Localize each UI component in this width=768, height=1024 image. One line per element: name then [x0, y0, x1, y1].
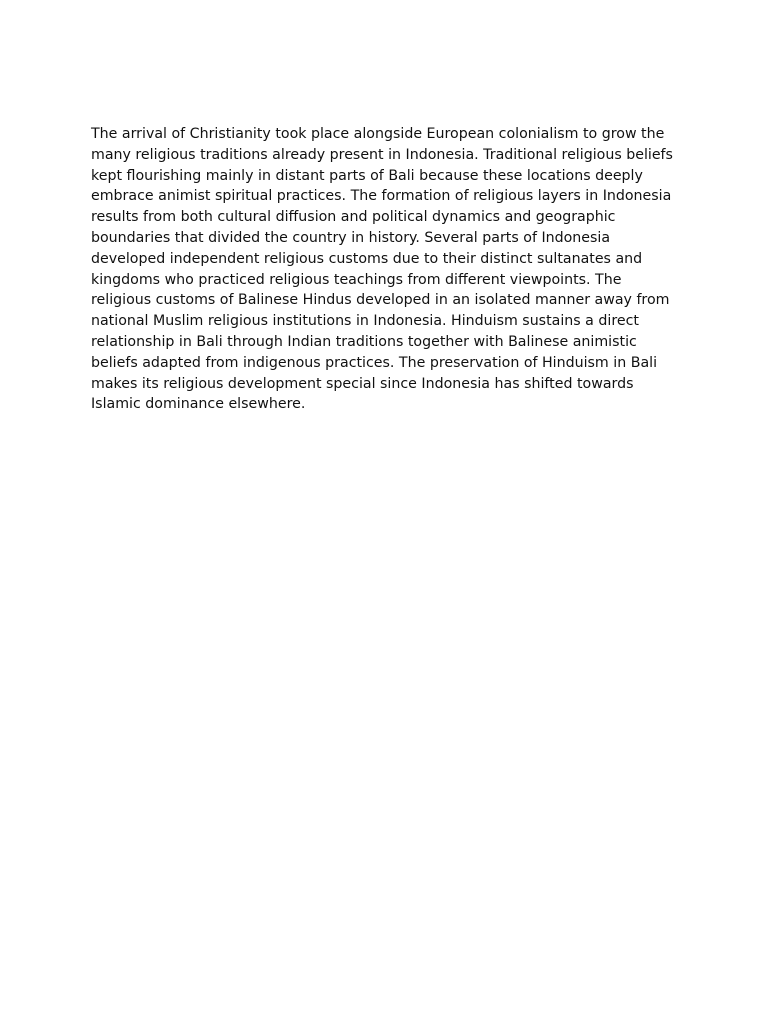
body-paragraph: The arrival of Christianity took place alongside European colonialism to grow the many religious traditions already present in Indonesia. Traditional religious beliefs kept flourishing mainly in distant parts of Bali because these locations deeply embrace animist spiritual practices. The formation of religious layers in Indonesia results from both cultural diffusion and political dynamics and geographic boundaries that divided the country in history. Several parts of Indonesia developed independent religious customs due to their distinct sultanates and kingdoms who practiced religious teachings from different viewpoints. The religious customs of Balinese Hindus developed in an isolated manner away from national Muslim religious institutions in Indonesia. Hinduism sustains a direct relationship in Bali through Indian traditions together with Balinese animistic beliefs adapted from indigenous practices. The preservation of Hinduism in Bali makes its religious development special since Indonesia has shifted towards Islamic dominance elsewhere.: [91, 126, 673, 413]
